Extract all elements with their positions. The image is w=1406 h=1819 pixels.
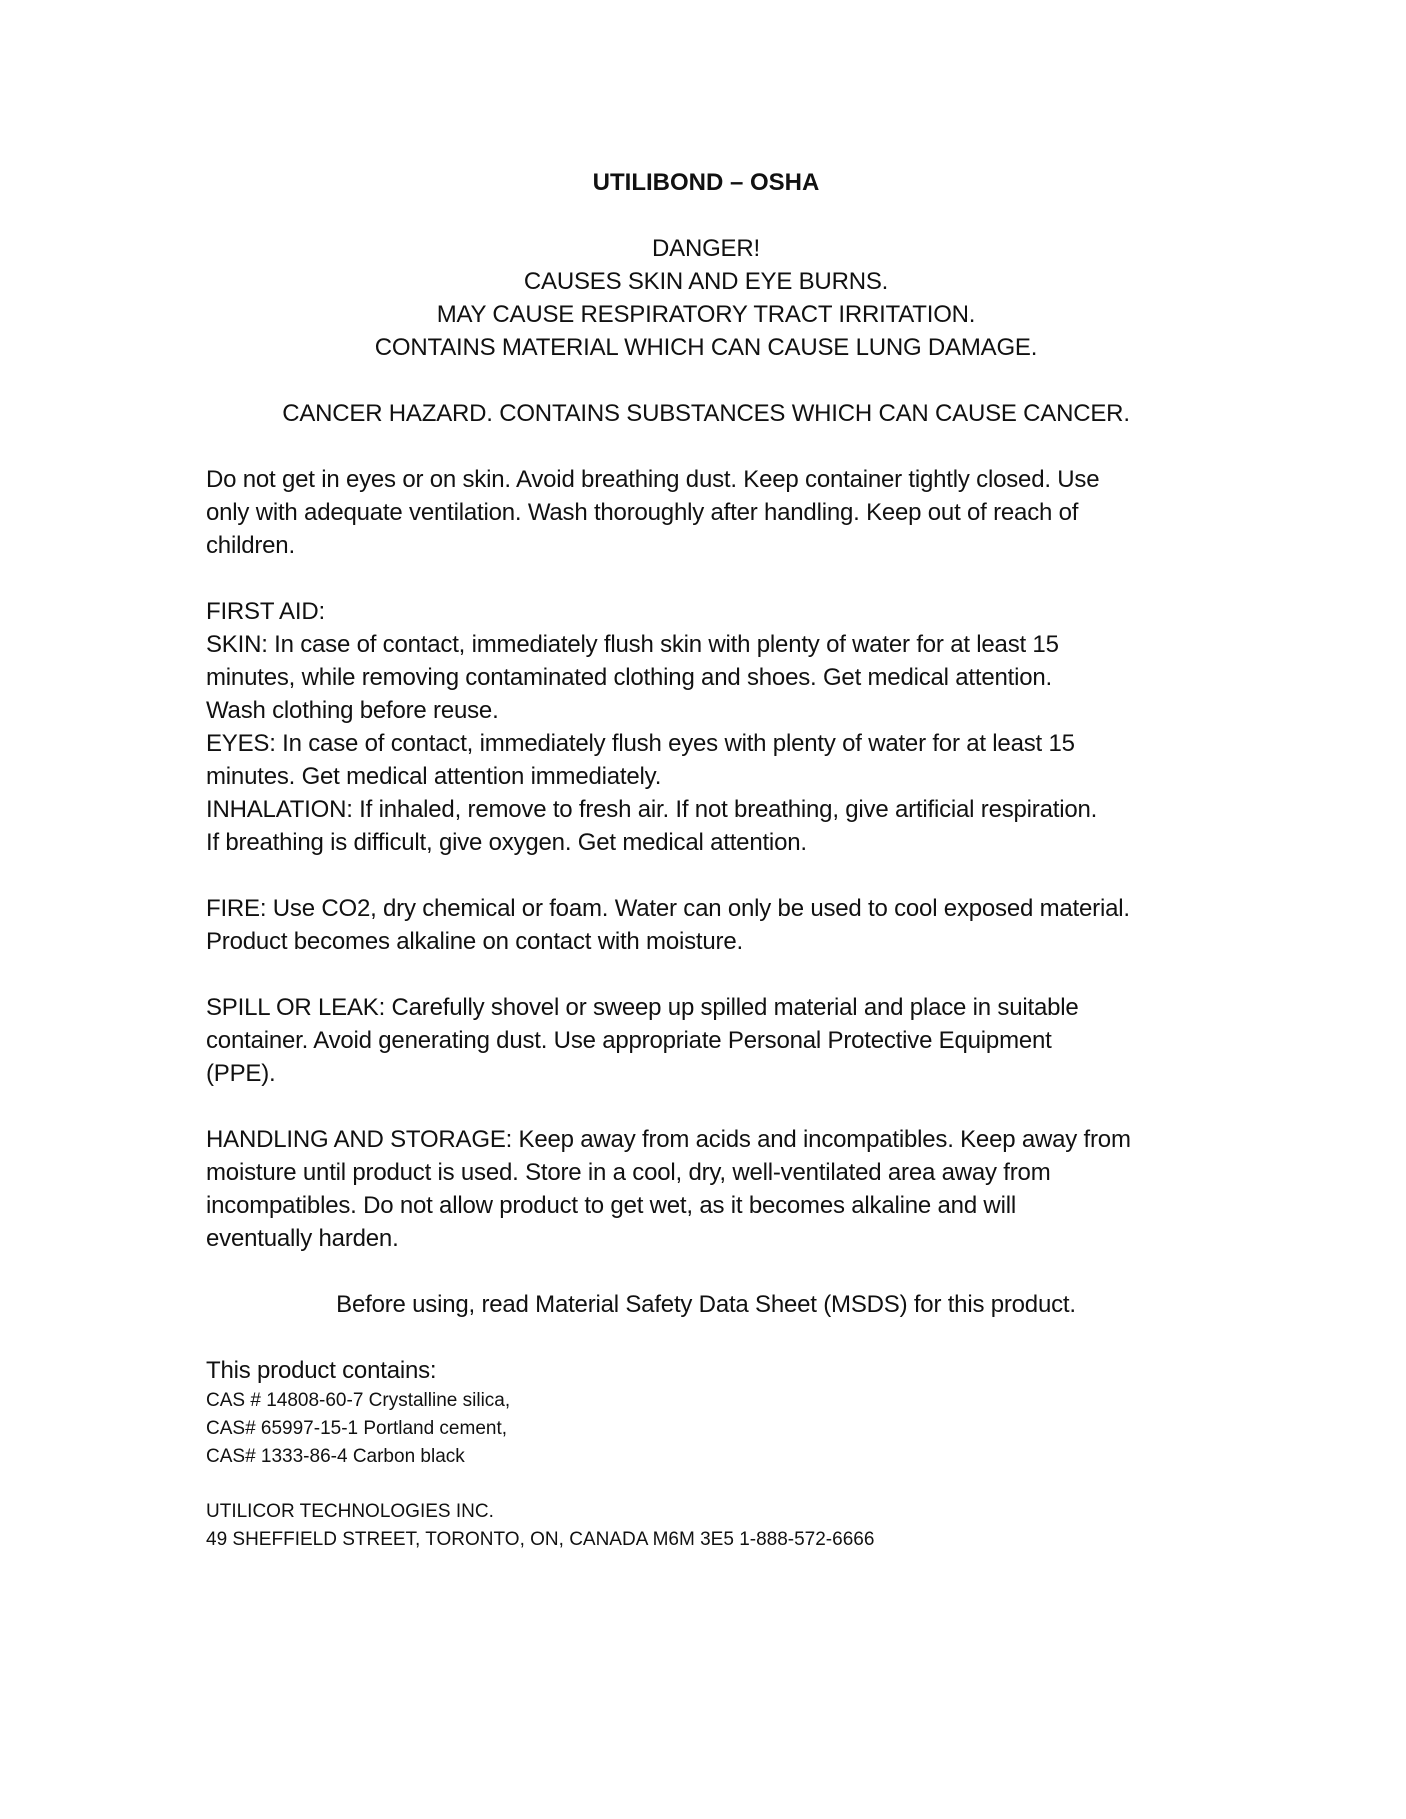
document-title: UTILIBOND – OSHA [592, 169, 820, 196]
contents-list [206, 1387, 1206, 1471]
first-aid-line: If breathing is difficult, give oxygen. Get medical attention. [206, 829, 807, 856]
precaution-line: Do not get in eyes or on skin. Avoid breathing dust. Keep container tightly closed. Use [206, 466, 1100, 493]
fire-line: FIRE: Use CO2, dry chemical or foam. Water can only be used to cool exposed material. [206, 895, 1130, 922]
precautions-paragraph [206, 463, 1206, 562]
spill-line: (PPE). [206, 1060, 276, 1087]
spill-line: SPILL OR LEAK: Carefully shovel or sweep up spilled material and place in suitable [206, 994, 1079, 1021]
cas-item: CAS# 65997-15-1 Portland cement, [206, 1418, 508, 1439]
precaution-line: children. [206, 532, 295, 559]
fire-line: Product becomes alkaline on contact with moisture. [206, 928, 743, 955]
warning-line: MAY CAUSE RESPIRATORY TRACT IRRITATION. [436, 301, 976, 328]
contents-heading [206, 1354, 1206, 1387]
cancer-hazard-text: CANCER HAZARD. CONTAINS SUBSTANCES WHICH CAN CAUSE CANCER. [282, 400, 1130, 427]
fire-section [206, 892, 1206, 958]
first-aid-line: INHALATION: If inhaled, remove to fresh air. If not breathing, give artificial respiration. [206, 796, 1098, 823]
first-aid-line: EYES: In case of contact, immediately flush eyes with plenty of water for at least 15 [206, 730, 1075, 757]
first-aid-line: minutes. Get medical attention immediately. [206, 763, 662, 790]
danger-warning [206, 232, 1206, 364]
cas-item: CAS# 1333-86-4 Carbon black [206, 1446, 465, 1467]
first-aid-line: SKIN: In case of contact, immediately flush skin with plenty of water for at least 15 [206, 631, 1059, 658]
first-aid-heading: FIRST AID: [206, 598, 325, 625]
msds-note [206, 1288, 1206, 1321]
company-name: UTILICOR TECHNOLOGIES INC. [206, 1501, 494, 1522]
cancer-hazard [206, 397, 1206, 430]
handling-line: moisture until product is used. Store in a cool, dry, well-ventilated area away from [206, 1159, 1051, 1186]
warning-line: CONTAINS MATERIAL WHICH CAN CAUSE LUNG DAMAGE. [374, 334, 1038, 361]
first-aid-line: Wash clothing before reuse. [206, 697, 499, 724]
warning-line: DANGER! [652, 235, 760, 262]
contents-heading-text: This product contains: [206, 1357, 437, 1384]
spill-section [206, 991, 1206, 1090]
handling-line: HANDLING AND STORAGE: Keep away from acids and incompatibles. Keep away from [206, 1126, 1131, 1153]
first-aid-section [206, 595, 1206, 859]
first-aid-line: minutes, while removing contaminated clothing and shoes. Get medical attention. [206, 664, 1053, 691]
company-info [206, 1498, 1206, 1554]
precaution-line: only with adequate ventilation. Wash thoroughly after handling. Keep out of reach of [206, 499, 1079, 526]
warning-line: CAUSES SKIN AND EYE BURNS. [523, 268, 889, 295]
handling-section [206, 1123, 1206, 1255]
cas-item: CAS # 14808-60-7 Crystalline silica, [206, 1390, 511, 1411]
handling-line: incompatibles. Do not allow product to get wet, as it becomes alkaline and will [206, 1192, 1016, 1219]
company-address: 49 SHEFFIELD STREET, TORONTO, ON, CANADA M6M 3E5 1-888-572-6666 [206, 1529, 875, 1550]
spill-line: container. Avoid generating dust. Use appropriate Personal Protective Equipment [206, 1027, 1052, 1054]
msds-note-text: Before using, read Material Safety Data Sheet (MSDS) for this product. [336, 1291, 1076, 1318]
handling-line: eventually harden. [206, 1225, 399, 1252]
